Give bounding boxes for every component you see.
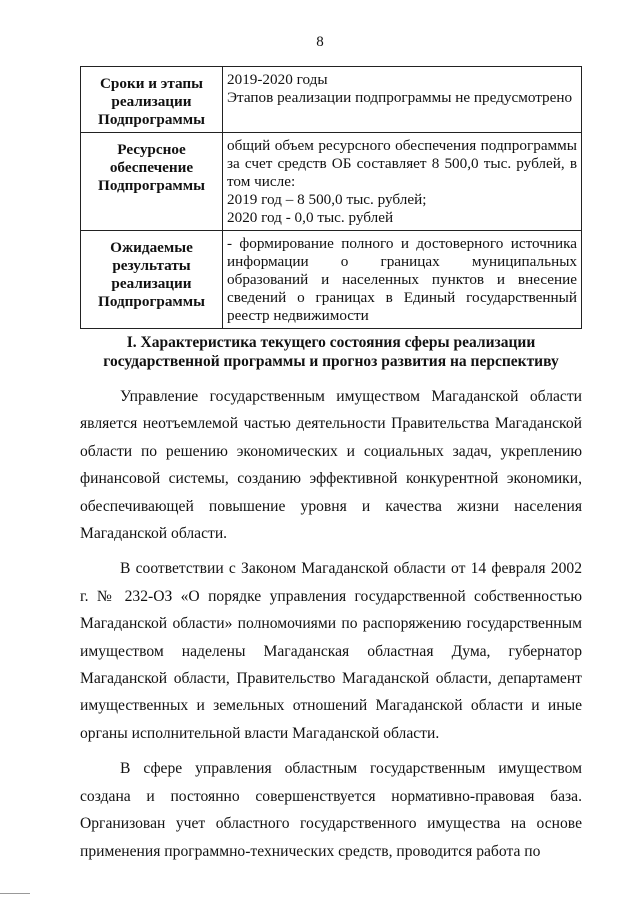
section-heading [80,333,582,371]
label-line: Подпрограммы [98,111,205,128]
heading-line: государственной программы и прогноз развития на перспективу [103,353,559,370]
paragraph: В соответствии с Законом Магаданской области от 14 февраля 2002 г. № 232-ОЗ «О порядке управления государственной собственностью Магаданской области» полномочиями по распоряжению государственным имуществом наделены Магаданская областная Дума, губернатор Магаданской области, Правительство Магаданской области, департамент имущественных и земельных отношений Магаданской области и иные органы исполнительной власти Магаданской области. [80,560,582,742]
row-label-results [81,231,223,329]
value-line: 2020 год - 0,0 тыс. рублей [227,209,394,226]
section-body [80,383,582,865]
row-label-timing [81,67,223,133]
table-row [81,231,582,329]
table-row [81,133,582,231]
label-line: результаты [112,257,191,274]
heading-line: I. Характеристика текущего состояния сферы реализации [126,334,536,351]
page-number: 8 [316,34,324,50]
scan-mark [0,893,30,894]
value-line: Этапов реализации подпрограммы не предусмотрено [227,89,573,106]
label-line: Подпрограммы [98,177,205,194]
value-line: общий объем ресурсного обеспечения подпрограммы за счет средств ОБ составляет 8 500,0 тыс. рублей, в том числе: [227,137,577,190]
label-line: Ресурсное [117,141,186,158]
label-line: Ожидаемые [110,239,193,256]
label-line: Сроки и этапы [99,75,204,92]
table-row [81,67,582,133]
value-line: 2019-2020 годы [227,71,328,88]
row-value-timing [223,67,582,133]
paragraph: В сфере управления областным государственным имуществом создана и постоянно совершенствуется нормативно-правовая база. Организован учет областного государственного имущества на основе применения программно-технических средств, проводится работа по [80,760,582,860]
passport-table [80,66,582,329]
label-line: обеспечение [109,159,194,176]
paragraph: Управление государственным имуществом Магаданской области является неотъемлемой частью деятельности Правительства Магаданской области по решению экономических и социальных задач, укреплению финансовой системы, созданию эффективной конкурентной экономики, обеспечивающей повышение уровня и качества жизни населения Магаданской области. [80,388,582,543]
label-line: Подпрограммы [98,293,205,310]
row-value-resources [223,133,582,231]
value-line: - формирование полного и достоверного источника информации о границах муниципальных образований и населенных пунктов и внесение сведений о границах в Единый государственный реестр недвижимости [227,235,577,324]
value-line: 2019 год – 8 500,0 тыс. рублей; [227,191,427,208]
row-value-results [223,231,582,329]
label-line: реализации [111,275,192,292]
label-line: реализации [111,93,192,110]
row-label-resources [81,133,223,231]
